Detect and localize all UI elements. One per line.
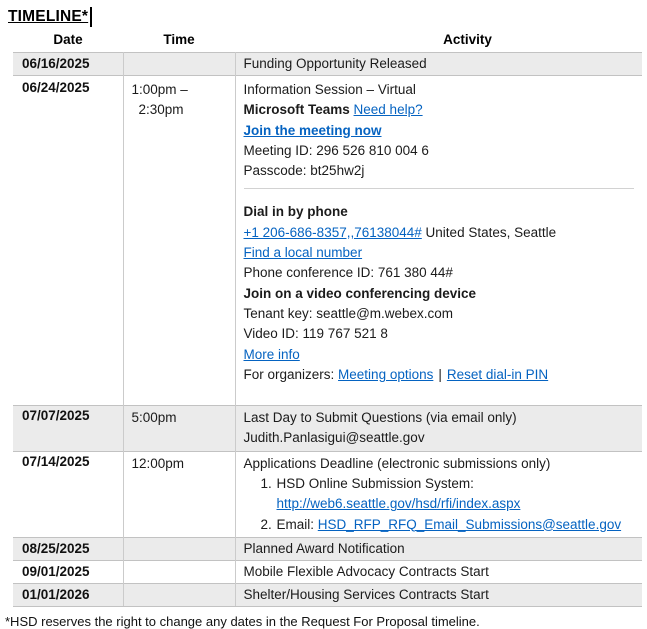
organizers-line — [244, 365, 635, 385]
document-page — [0, 5, 647, 629]
list-item-1 — [244, 474, 635, 494]
video-device-heading: Join on a video conferencing device — [243, 285, 477, 301]
contact-email: Judith.Panlasigui@seattle.gov — [243, 430, 425, 446]
date-cell: 06/16/2025 — [13, 53, 123, 76]
column-header-date: Date — [53, 32, 83, 47]
meeting-options-link[interactable]: Meeting options — [338, 366, 434, 382]
list-item-2 — [244, 515, 635, 535]
date-cell: 07/14/2025 — [13, 451, 123, 537]
time-cell — [123, 53, 235, 76]
footnote: *HSD reserves the right to change any dates in the Request For Proposal timeline. — [5, 613, 480, 629]
table-row-mobile-advocacy — [13, 560, 642, 583]
time-value: 12:00pm — [131, 455, 185, 471]
table-row-questions-deadline — [13, 406, 642, 452]
questions-title: Last Day to Submit Questions (via email only) — [243, 410, 517, 426]
teams-label: Microsoft Teams — [243, 102, 354, 118]
header-row — [13, 30, 642, 53]
video-id: Video ID: 119 767 521 8 — [243, 326, 388, 342]
time-end: 2:30pm — [138, 102, 184, 118]
submission-system-url-link[interactable]: http://web6.seattle.gov/hsd/rfi/index.aspx — [276, 496, 521, 512]
time-cell — [123, 583, 235, 606]
activity-cell: Shelter/Housing Services Contracts Start — [235, 583, 642, 606]
join-meeting-line — [244, 121, 635, 141]
join-meeting-link[interactable]: Join the meeting now — [243, 122, 382, 138]
teams-line — [244, 100, 635, 120]
passcode: Passcode: bt25hw2j — [243, 163, 365, 179]
dial-in-heading: Dial in by phone — [243, 204, 348, 220]
list-number: 2. — [260, 516, 272, 532]
need-help-link[interactable]: Need help? — [353, 102, 423, 118]
deadline-title: Applications Deadline (electronic submissions only) — [243, 455, 551, 471]
time-start: 1:00pm – — [131, 82, 188, 97]
dial-in-number-link[interactable]: +1 206-686-8357,,76138044# — [243, 224, 422, 240]
session-title: Information Session – Virtual — [243, 82, 416, 97]
time-value: 5:00pm — [131, 410, 177, 426]
table-row-funding — [13, 53, 642, 76]
reset-dial-in-pin-link[interactable]: Reset dial-in PIN — [446, 366, 549, 382]
meeting-id: Meeting ID: 296 526 810 004 6 — [243, 142, 429, 158]
dial-in-location: United States, Seattle — [421, 224, 557, 240]
title-row — [8, 5, 647, 29]
date-cell: 06/24/2025 — [13, 76, 123, 406]
activity-cell: Planned Award Notification — [235, 537, 642, 560]
tenant-key: Tenant key: seattle@m.webex.com — [243, 305, 454, 321]
time-cell — [123, 537, 235, 560]
column-header-time: Time — [163, 32, 195, 47]
phone-conference-id: Phone conference ID: 761 380 44# — [243, 265, 453, 281]
date-cell: 07/07/2025 — [13, 406, 123, 452]
date-cell: 09/01/2025 — [13, 560, 123, 583]
table-row-applications-deadline — [13, 451, 642, 537]
list-number: 1. — [260, 476, 272, 492]
more-info-link[interactable]: More info — [243, 346, 300, 362]
table-row-award — [13, 537, 642, 560]
dial-in-line — [244, 223, 635, 243]
organizers-prefix: For organizers: — [243, 366, 339, 382]
time-cell — [123, 560, 235, 583]
text-cursor — [90, 7, 92, 27]
activity-cell — [235, 76, 642, 406]
list-item-1-url — [244, 494, 635, 514]
more-info-line — [244, 345, 635, 365]
find-local-line — [244, 243, 635, 263]
find-local-number-link[interactable]: Find a local number — [243, 245, 363, 261]
pipe-separator: | — [438, 366, 442, 382]
activity-cell — [235, 406, 642, 452]
timeline-table — [13, 30, 642, 607]
table-header — [13, 30, 642, 53]
submission-system-label: HSD Online Submission System: — [276, 476, 474, 492]
activity-cell — [235, 451, 642, 537]
table-row-shelter-housing — [13, 583, 642, 606]
date-cell: 01/01/2026 — [13, 583, 123, 606]
spacer-line — [244, 385, 635, 403]
table-row-info-session — [13, 76, 642, 406]
page-title: TIMELINE* — [8, 8, 89, 25]
activity-cell: Mobile Flexible Advocacy Contracts Start — [235, 560, 642, 583]
time-cell — [123, 406, 235, 452]
time-cell — [123, 76, 235, 406]
activity-cell: Funding Opportunity Released — [235, 53, 642, 76]
divider-line — [244, 181, 635, 189]
date-cell: 08/25/2025 — [13, 537, 123, 560]
time-cell — [123, 451, 235, 537]
email-submissions-link[interactable]: HSD_RFP_RFQ_Email_Submissions@seattle.gov — [317, 516, 622, 532]
column-header-activity: Activity — [443, 32, 492, 47]
email-label: Email: — [276, 516, 318, 532]
